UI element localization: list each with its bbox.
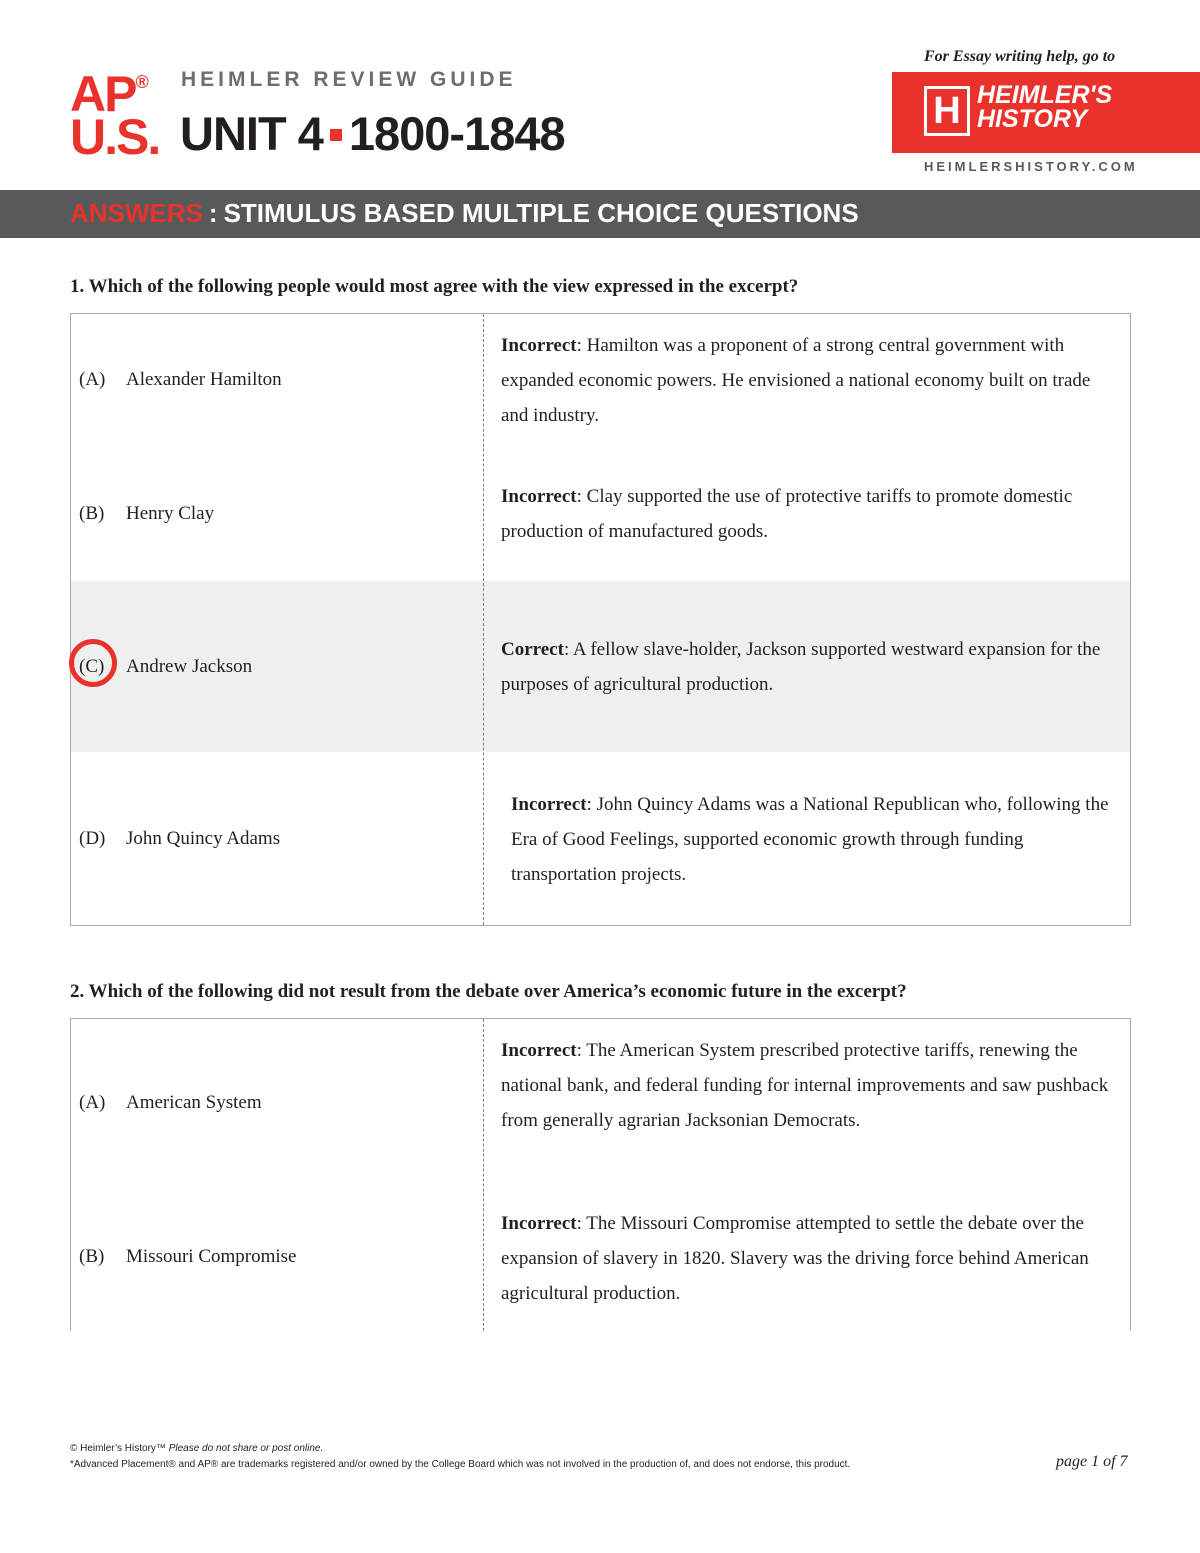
brand-url-link[interactable]: HEIMLERSHISTORY.COM [924, 159, 1138, 174]
footer-trademark: *Advanced Placement® and AP® are trademarks registered and/or owned by the College Board which was not involved in the production of, and does not endorse, this product. [70, 1459, 851, 1470]
option-label [79, 369, 282, 391]
option-text: John Quincy Adams [126, 828, 281, 849]
essay-help-text: For Essay writing help, go to [924, 48, 1116, 65]
banner-separator: : [208, 198, 218, 228]
question-1-answer-table [70, 313, 1131, 926]
guide-title: HEIMLER REVIEW GUIDE [181, 68, 517, 91]
footer-copyright [70, 1443, 323, 1454]
option-explanation [501, 632, 1121, 702]
table-row [71, 314, 1130, 465]
option-text: Alexander Hamilton [126, 369, 282, 390]
banner-subtitle: STIMULUS BASED MULTIPLE CHOICE QUESTIONS [223, 198, 859, 228]
explanation-text: : The American System prescribed protective tariffs, renewing the national bank, and federal funding for internal improvements and saw pushback from generally agrarian Jacksonian Democrats. [501, 1040, 1109, 1131]
explanation-text: : Clay supported the use of protective tariffs to promote domestic production of manufactured goods. [501, 486, 1073, 542]
verdict-label: Incorrect [511, 794, 587, 815]
option-label [79, 1246, 296, 1268]
question-1-text: 1. Which of the following people would most agree with the view expressed in the excerpt? [70, 276, 799, 297]
column-divider [483, 314, 484, 925]
option-text: Missouri Compromise [126, 1246, 297, 1267]
verdict-label: Correct [501, 639, 564, 660]
option-letter: (A) [79, 1092, 106, 1113]
ap-us-logo [70, 66, 160, 165]
option-letter: (C) [79, 656, 105, 677]
logo-us: U.S. [70, 109, 160, 165]
verdict-label: Incorrect [501, 486, 577, 507]
option-explanation [501, 328, 1121, 433]
option-explanation [501, 479, 1121, 549]
logo-registered-mark: ® [135, 72, 149, 92]
option-text: Henry Clay [126, 503, 215, 524]
red-square-separator [330, 129, 342, 141]
unit-label: UNIT 4 [180, 107, 323, 160]
brand-name [977, 81, 1113, 133]
explanation-text: : The Missouri Compromise attempted to settle the debate over the expansion of slavery in 1820. Slavery was the driving force behind American agricultural production. [501, 1213, 1089, 1304]
verdict-label: Incorrect [501, 335, 577, 356]
unit-title [180, 106, 565, 161]
verdict-label: Incorrect [501, 1040, 577, 1061]
heimlers-history-logo-icon: H [924, 86, 970, 136]
option-explanation [501, 1033, 1121, 1138]
option-explanation [501, 1206, 1121, 1311]
table-row [71, 465, 1130, 581]
unit-years: 1800-1848 [348, 107, 565, 160]
logo-ap: AP [70, 66, 136, 122]
option-label [79, 828, 280, 850]
verdict-label: Incorrect [501, 1213, 577, 1234]
question-2-text: 2. Which of the following did not result from the debate over America’s economic future in the excerpt? [70, 981, 907, 1002]
brand-line-1: HEIMLER'S [977, 81, 1113, 109]
option-letter: (B) [79, 503, 105, 524]
option-explanation [511, 787, 1131, 892]
option-letter: (B) [79, 1246, 105, 1267]
option-label [79, 656, 252, 678]
table-row [71, 752, 1130, 925]
option-text: American System [126, 1092, 262, 1113]
option-label [79, 503, 214, 525]
option-label [79, 1092, 262, 1114]
option-letter: (A) [79, 369, 106, 390]
table-row [71, 1019, 1130, 1189]
banner-title [70, 198, 859, 229]
option-text: Andrew Jackson [126, 656, 253, 677]
page-number: page 1 of 7 [1056, 1453, 1128, 1470]
option-letter: (D) [79, 828, 106, 849]
explanation-text: : A fellow slave-holder, Jackson supported westward expansion for the purposes of agricultural production. [501, 639, 1101, 695]
explanation-text: : John Quincy Adams was a National Republican who, following the Era of Good Feelings, supported economic growth through funding transportation projects. [511, 794, 1109, 885]
question-2-answer-table [70, 1018, 1131, 1331]
explanation-text: : Hamilton was a proponent of a strong central government with expanded economic powers. He envisioned a national economy built on trade and industry. [501, 335, 1091, 426]
copyright-text: © Heimler’s History™ [70, 1443, 166, 1454]
brand-line-2: HISTORY [977, 104, 1088, 133]
banner-answers-label: ANSWERS [70, 198, 203, 228]
table-row-correct [71, 581, 1130, 752]
share-notice: Please do not share or post online. [168, 1443, 324, 1454]
column-divider [483, 1019, 484, 1331]
table-row [71, 1189, 1130, 1332]
